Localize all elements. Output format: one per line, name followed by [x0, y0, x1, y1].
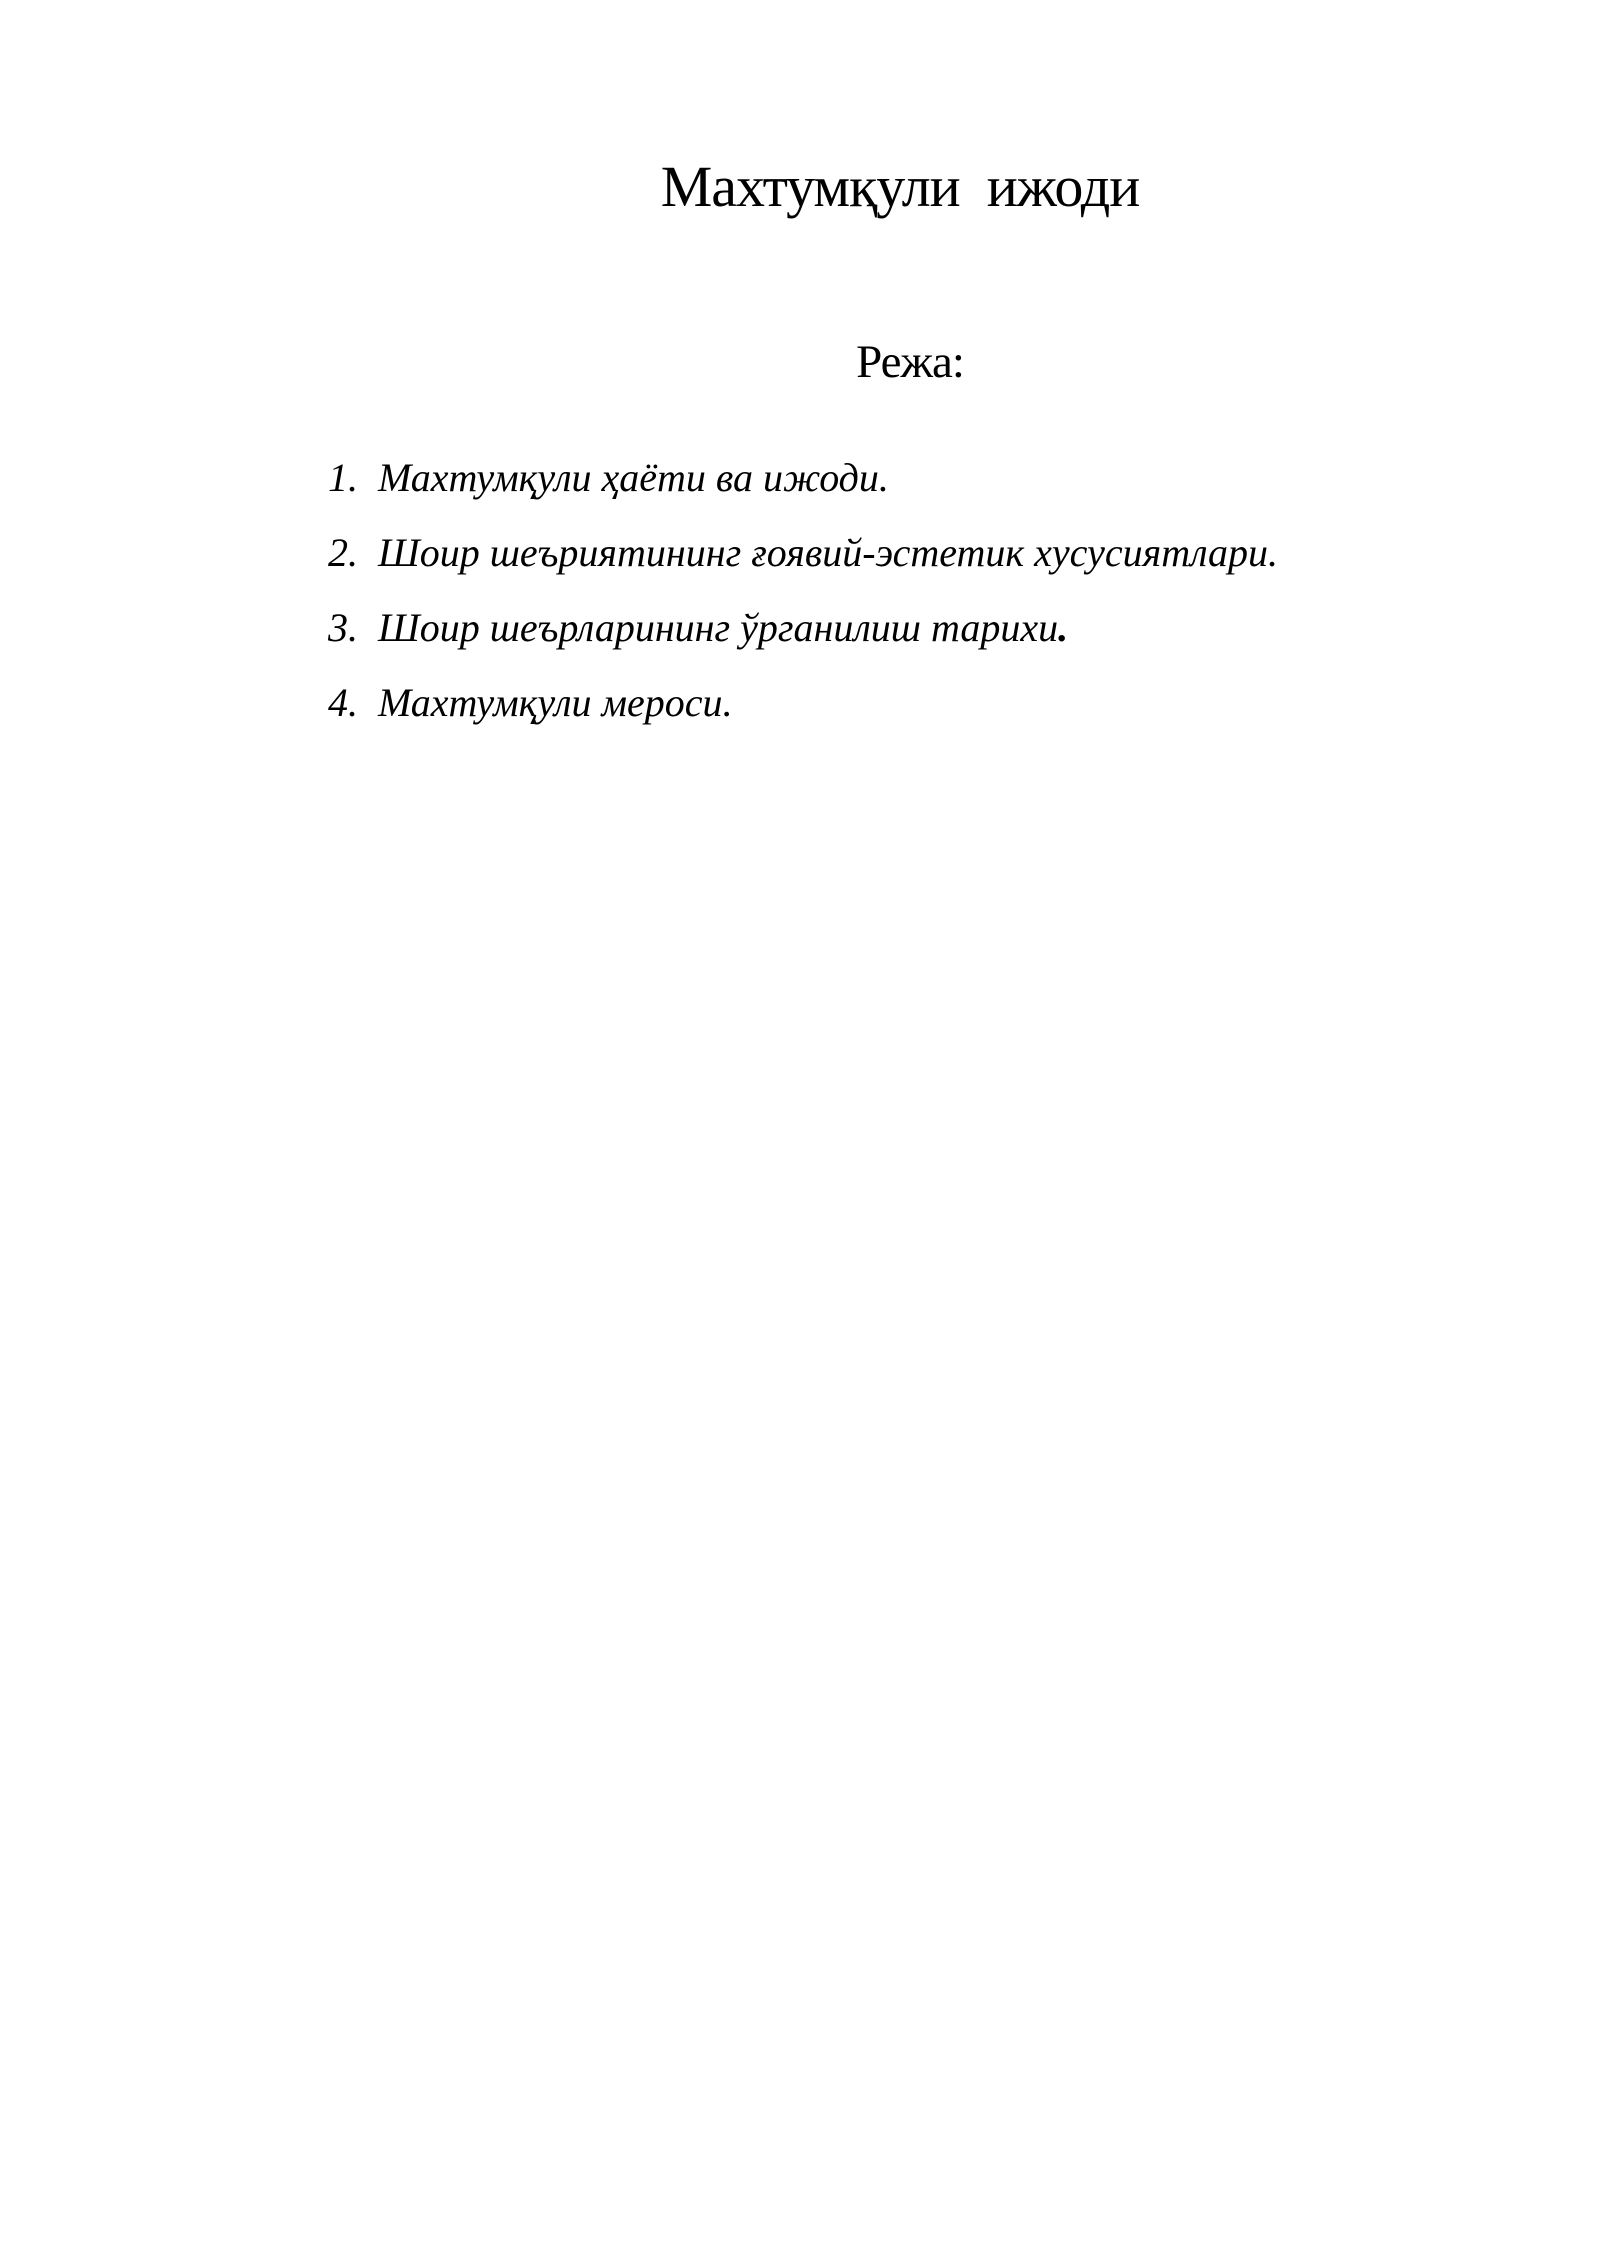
- plan-item-text: Махтумқули мероси: [378, 680, 723, 725]
- plan-item-ending: .: [1268, 530, 1279, 575]
- plan-item-number: 4.: [328, 680, 358, 725]
- plan-heading: Режа:: [856, 336, 964, 388]
- plan-item-ending: .: [1058, 605, 1069, 650]
- plan-item-text: Шоир шеърларининг ўрганилиш тарихи: [378, 605, 1059, 650]
- plan-list: [328, 450, 1278, 750]
- plan-item-ending: .: [878, 455, 889, 500]
- plan-item-4: [328, 675, 1278, 750]
- plan-item-1: [328, 450, 1278, 525]
- plan-item-number: 2.: [328, 530, 358, 575]
- plan-item-ending: .: [722, 680, 733, 725]
- plan-item-text: Шоир шеъриятининг ғоявий-эстетик хусусиятлари: [378, 530, 1269, 575]
- plan-item-number: 1.: [328, 455, 358, 500]
- plan-item-2: [328, 525, 1278, 600]
- plan-item-3: [328, 600, 1278, 675]
- plan-item-number: 3.: [328, 605, 358, 650]
- document-title: Махтумқули ижоди: [660, 154, 1140, 219]
- plan-item-text: Махтумқули ҳаёти ва ижоди: [378, 455, 879, 500]
